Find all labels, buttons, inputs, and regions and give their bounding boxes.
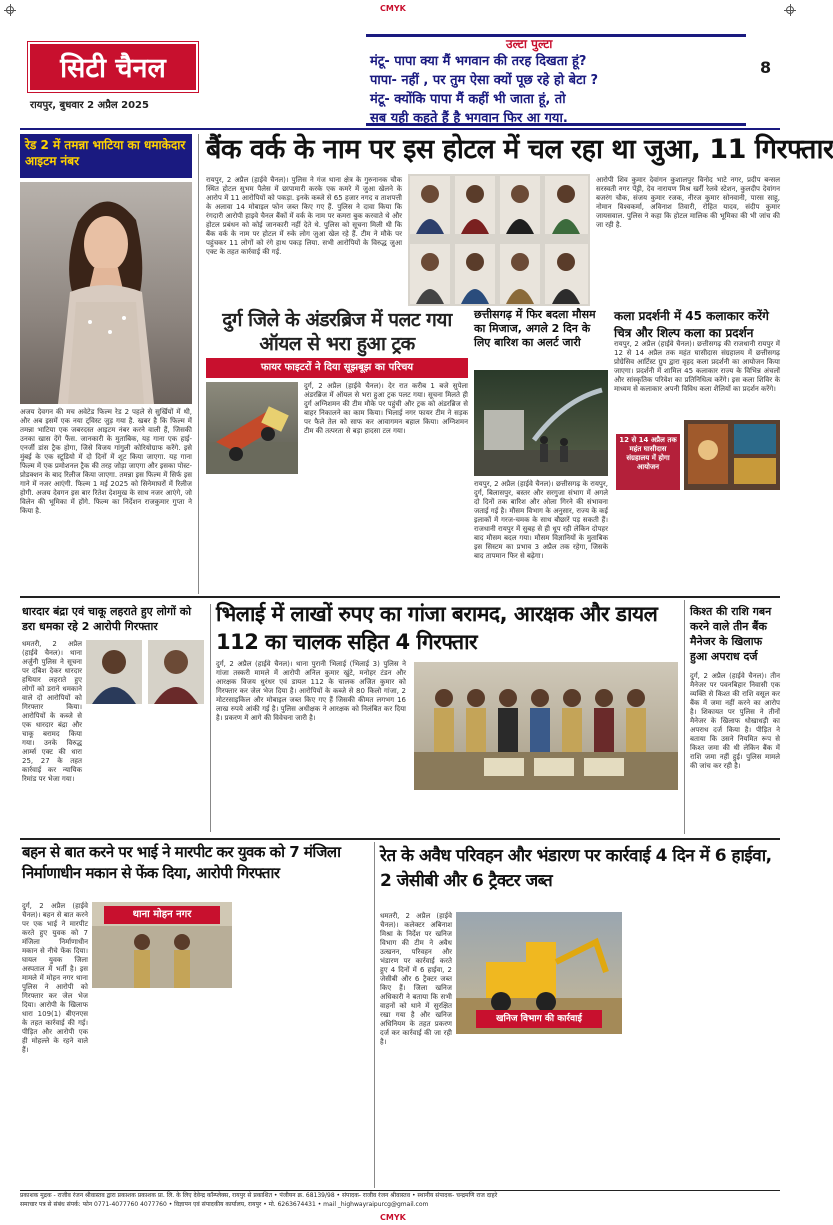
art-paintings-photo: [684, 420, 780, 490]
print-mark-top: CMYK: [380, 4, 406, 13]
kisht-headline: किश्त की राशि गबन करने वाले तीन बैंक मैनेजर के खिलाफ हुआ अपराध दर्ज: [690, 605, 772, 663]
page-number: 8: [760, 58, 772, 77]
joke-line-1: मंटू- पापा क्या मैं भगवान की तरह दिखता हूं?: [370, 54, 587, 69]
weather-body: रायपुर, 2 अप्रैल (हाईवे चैनल)। छत्तीसगढ़ के रायपुर, दुर्ग, बिलासपुर, बस्तर और सरगुजा संभाग में अगले दो दिनों तक बारिश और ओला गिरने की संभावना जताई गई है। मौसम विभाग के अनुसार, राज्य के कई इलाकों में गरज-चमक के साथ बौछारें पड़ सकती हैं। राजधानी रायपुर में सुबह से ही धूप रही लेकिन दोपहर बाद मौसम बदल गया। मौसम विज्ञानियों के मुताबिक इस सिस्टम का प्रभाव 3 अप्रैल तक रहेगा, जिसके बाद तापमान फिर से बढ़ेगा।: [474, 480, 608, 560]
joke-box: [366, 34, 746, 126]
knife-accused-photo-2: [148, 640, 204, 704]
knife-accused-photo-1: [86, 640, 142, 704]
sand-body-cont: [456, 1038, 622, 1186]
section-title: सिटी चैनल: [60, 53, 166, 84]
sister-headline: बहन से बात करने पर भाई ने मारपीट कर युवक को 7 मंजिला निर्माणाधीन मकान से फेंक दिया, आरोपी गिरफ्तार: [22, 843, 341, 882]
footer-imprint-line1: प्रकाशक मुद्रक - राजीव रंजन श्रीवास्तव द्वारा प्रकाशक प्रकाशक प्रा. लि. के लिए देवेन्द्र कॉम्प्लेक्स, रायपुर से प्रकाशित • पंजीयन क्र. 68139/98 • संपादक- राजीव रंजन श्रीवास्तव • स्थानीय संपादक- चन्द्रमणि राज दाहरे: [20, 1192, 498, 1199]
section-rule-2: [20, 838, 780, 840]
ganja-headline: भिलाई में लाखों रुपए का गांजा बरामद, आरक्षक और डायल 112 का चालक सहित 4 गिरफ्तार: [216, 602, 658, 654]
durg-body: दुर्ग, 2 अप्रैल (हाईवे चैनल)। देर रात करीब 1 बजे सुपेला अंडरब्रिज में ऑयल से भरा हुआ ट्रक पलट गया। सूचना मिलते ही दुर्ग अग्निशमन की टीम मौके पर पहुंची और ट्रक को अंडरब्रिज से बाहर निकालने का काम किया। भिलाई नगर फायर टीम ने सड़क पर फैले तेल को साफ कर आवागमन बहाल किया। अग्निशमन टीम की तत्परता से बड़ा हादसा टल गया।: [304, 382, 468, 435]
sister-body: दुर्ग, 2 अप्रैल (हाईवे चैनल)। बहन से बात करने पर एक भाई ने मारपीट करते हुए युवक को 7 मंजिला निर्माणाधीन मकान से नीचे फेंक दिया। घायल युवक जिला अस्पताल में भर्ती है। इस मामले में मोहन नगर थाना पुलिस ने आरोपी को गिरफ्तार कर जेल भेज दिया। आरोपी के खिलाफ धारा 109(1) बीएनएस के तहत कार्रवाई की गई। पीड़ित और आरोपी एक ही मोहल्ले के रहने वाले हैं।: [22, 902, 88, 1054]
knife-body-cont: [22, 710, 208, 834]
col-divider-sister: [374, 842, 375, 1188]
bank-headline: बैंक वर्क के नाम पर इस होटल में चल रहा था जुआ, 11 गिरफ्तार: [206, 134, 833, 165]
police-station-photo: [92, 902, 232, 988]
knife-body: धमतरी, 2 अप्रैल (हाईवे चैनल)। थाना अर्जुनी पुलिस ने सूचना पर दबिश देकर धारदार हथियार लहराते हुए लोगों को डराने धमकाने वाले दो आरोपियों को गिरफ्तार किया। आरोपियों के कब्जे से एक धारदार बंद्रा और चाकू बरामद किया गया। उनके विरुद्ध आर्म्स एक्ट की धारा 25, 27 के तहत कार्रवाई कर न्यायिक रिमांड पर भेजा गया।: [22, 640, 82, 783]
ganja-body: दुर्ग, 2 अप्रैल (हाईवे चैनल)। थाना पुरानी भिलाई (भिलाई 3) पुलिस ने गांजा तस्करी मामले में आरोपी अनिल कुमार खुंटे, मनोहर टंडन और आरक्षक विजय धुरंधर एवं डायल 112 के चालक अजित कुमार को गिरफ्तार कर जेल भेज दिया है। आरोपियों के कब्जे से 80 किलो गांजा, 2 मोटरसाइकिल और मोबाइल जब्त किए गए हैं जिसकी कीमत लगभग 16 लाख रुपये आंकी गई है। पुलिस अधीक्षक ने आरक्षक को निलंबित कर दिया है। प्रकरण में आगे की विवेचना जारी है।: [216, 660, 406, 722]
registration-mark-top-right: [786, 6, 794, 14]
durg-truck-photo: [206, 382, 298, 474]
joke-line-2: पापा- नहीं , पर तुम ऐसा क्यों पूछ रहे हो बेटा ?: [370, 73, 599, 88]
tamanna-body: अजय देवगन की मच अवेटेड फिल्म रेड 2 पहले से सुर्खियों में थी, और अब इसमें एक नया ट्विस्ट जुड़ गया है. खबर है कि फिल्म में तमन्ना भाटिया एक जबरदस्त आइटम नंबर करने वाली हैं, जिसकी उनका खास देंगे फैंस. जानकारी के मुताबिक, यह गाना एक हाई-एनर्जी डांस ट्रैक होगा, जिसे विजय गांगुली कोरियोग्राफ करेंगे. इसे मुंबई के एक स्टूडियो में दो दिनों में शूट किया जाएगा. यह गाना फिल्म में एक प्रमोशनल ट्रैक की तरह जोड़ा जाएगा और इसका पोस्ट-प्रोडक्शन के बाद रिलीज किया जाएगा. तमन्ना इस फिल्म में सिर्फ इस गाने में नजर आएंगी. फिल्म 1 मई 2025 को सिनेमाघरों में रिलीज होगी. अजय देवगन इस बार रितेश देशमुख के साथ नजर आएंगे, जो विलेन की भूमिका में होंगे. फिल्म का निर्देशन राजकुमार गुप्ता ने किया है.: [20, 408, 192, 515]
joke-line-4: सब यही कहते हैं है भगवान फिर आ गया.: [370, 111, 568, 126]
sister-body-cont: [236, 902, 366, 1186]
sand-body: धमतरी, 2 अप्रैल (हाईवे चैनल)। कलेक्टर अबिनाश मिश्रा के निर्देश पर खनिज विभाग की टीम ने अवैध उत्खनन, परिवहन और भंडारण पर कार्रवाई करते हुए 4 दिनों में 6 हाईवा, 2 जेसीबी और 6 ट्रैक्टर जब्त किए हैं। जिला खनिज अधिकारी ने बताया कि सभी वाहनों को थाने में सुरक्षित रखा गया है और खनिज अधिनियम के तहत प्रकरण दर्ज कर कार्रवाई की जा रही है।: [380, 912, 452, 1046]
joke-line-3: मंटू- क्योंकि पापा मैं कहीं भी जाता हूं, तो: [370, 92, 566, 107]
print-mark-bottom: CMYK: [380, 1213, 406, 1222]
col-divider-kisht: [684, 600, 685, 834]
weather-headline: छत्तीसगढ़ में फिर बदला मौसम का मिजाज, अगले 2 दिन के लिए बारिश का अलर्ट जारी: [474, 308, 596, 349]
art-banner-box: [616, 434, 680, 490]
col-divider-knife: [210, 604, 211, 832]
sand-jcb-photo: [456, 912, 622, 1034]
kisht-body: दुर्ग, 2 अप्रैल (हाईवे चैनल)। तीन मैनेजर पर पवनबिहार निवासी एक व्यक्ति से किश्त की राशि वसूल कर बैंक में जमा नहीं करने का आरोप है। शिकायत पर पुलिस ने तीनों मैनेजर के खिलाफ धोखाधड़ी का अपराध दर्ज किया है। पीड़ित ने बताया कि उसने नियमित रूप से किश्त जमा की थी लेकिन बैंक में राशि जमा नहीं हुई। पुलिस मामले की जांच कर रही है।: [690, 672, 780, 770]
police-station-sign: थाना मोहन नगर: [104, 906, 220, 924]
col-divider-left: [198, 134, 199, 594]
masthead-rule: [20, 128, 780, 130]
art-headline: कला प्रदर्शनी में 45 कलाकार करेंगे चित्र और शिल्प कला का प्रदर्शन: [614, 309, 769, 340]
durg-subheadline: फायर फाइटरों ने दिया सूझबूझ का परिचय: [260, 362, 414, 373]
ganja-seizure-photo: [414, 662, 678, 790]
bank-accused-photo: [408, 174, 590, 306]
registration-mark-top-left: [6, 6, 14, 14]
footer-rule: [20, 1190, 780, 1191]
sand-body-right: [628, 912, 780, 1186]
knife-headline: धारदार बंद्रा एवं चाकू लहराते हुए लोगों को डरा धमका रहे 2 आरोपी गिरफ्तार: [22, 605, 192, 633]
bank-body-right: आरोपी शिव कुमार देवांगन कुशालपुर विनोद भाटे नगर, प्रदीप बन्सल सरस्वती नगर पेंड्री, देव नारायण मिश्र खर्री रेलवे स्टेशन, कुलदीप देवांगन बजरंग चौक, संजय कुमार रजक, नीरज कुमार सोनवानी, पारस साहू, नोमान विश्वकर्मा, अविनाश तिवारी, रोहित यादव, संदीप कुमार जायसवाल. पुलिस ने कहा कि होटल मालिक की भूमिका की भी जांच की जा रही है.: [596, 176, 780, 229]
bank-body-left: रायपुर, 2 अप्रैल (हाईवे चैनल)। पुलिस ने गंज थाना क्षेत्र के गुरुनानक चौक स्थित होटल सुभम पैलेस में छापामारी करके एक कमरे में जुआ खेलने के आरोप में 11 आरोपियों को पकड़ा. इनके कब्जे से 65 हजार नगद व ताशपत्ती के अलावा 14 मोबाइल फोन जब्त किए गए हैं. पुलिस ने दावा किया कि रंगदारी आरोपी हाइवे चैनल बैंकों में वर्क के नाम पर कमरा बुक करवाते थे और होटल प्रबंधन को कोई जानकारी नहीं देते थे. पुलिस को सूचना मिली थी कि बैंक वर्क के नाम पर होटल में रुके लोग जुआ खेल रहे हैं. टीम ने मौके पर पहुंचकर 11 लोगों को रंगे हाथ पकड़ लिया. सभी आरोपियों के विरुद्ध जुआ एक्ट के तहत कार्रवाई की गई.: [206, 176, 402, 256]
ganja-body-cont: [414, 794, 678, 832]
tamanna-headline: रेड 2 में तमन्ना भाटिया का धमाकेदार आइटम नंबर: [25, 138, 186, 168]
joke-label: उल्टा पुल्टा: [506, 37, 553, 51]
tamanna-photo: [20, 182, 192, 404]
tamanna-headline-box: [20, 134, 192, 178]
art-banner: 12 से 14 अप्रैल तक महंत घासीदास संग्रहालय में होगा आयोजन: [619, 436, 677, 471]
section-title-box: [28, 42, 198, 92]
sand-headline: रेत के अवैध परिवहन और भंडारण पर कार्रवाई 4 दिन में 6 हाईवा, 2 जेसीबी और 6 ट्रैक्टर जब्त: [380, 846, 772, 891]
art-body-cont: [614, 494, 780, 590]
weather-firefighting-photo: [474, 370, 608, 476]
dateline: रायपुर, बुधवार 2 अप्रैल 2025: [30, 100, 149, 111]
durg-headline: दुर्ग जिले के अंडरब्रिज में पलट गया ऑयल से भरा हुआ ट्रक: [222, 309, 452, 355]
durg-subheadline-box: [206, 358, 468, 378]
section-rule-1: [20, 596, 780, 598]
sand-caption: खनिज विभाग की कार्रवाई: [476, 1010, 602, 1028]
footer-imprint-line2: समाचार पत्र से संबंध संपर्क: फोन 0771-4077760 4077760 • विज्ञापन एवं संपादकीय कार्यालय, रायपुर • मो. 6263674431 • mail _highwayraipurcg@gmail.com: [20, 1201, 429, 1208]
art-body: रायपुर, 2 अप्रैल (हाईवे चैनल)। छत्तीसगढ़ की राजधानी रायपुर में 12 से 14 अप्रैल तक महंत घासीदास संग्रहालय में छत्तीसगढ़ प्रोग्रेसिव आर्टिस्ट ग्रुप द्वारा वृहद कला प्रदर्शनी का आयोजन किया जाएगा। प्रदर्शनी में शामिल 45 कलाकार राज्य के विभिन्न अंचलों और सांस्कृतिक परिवेश का प्रतिनिधित्व करेंगे। इस कला शिविर के माध्यम से कलाकार अपनी विविध कला शैलियों का प्रदर्शन करेंगे।: [614, 340, 780, 393]
